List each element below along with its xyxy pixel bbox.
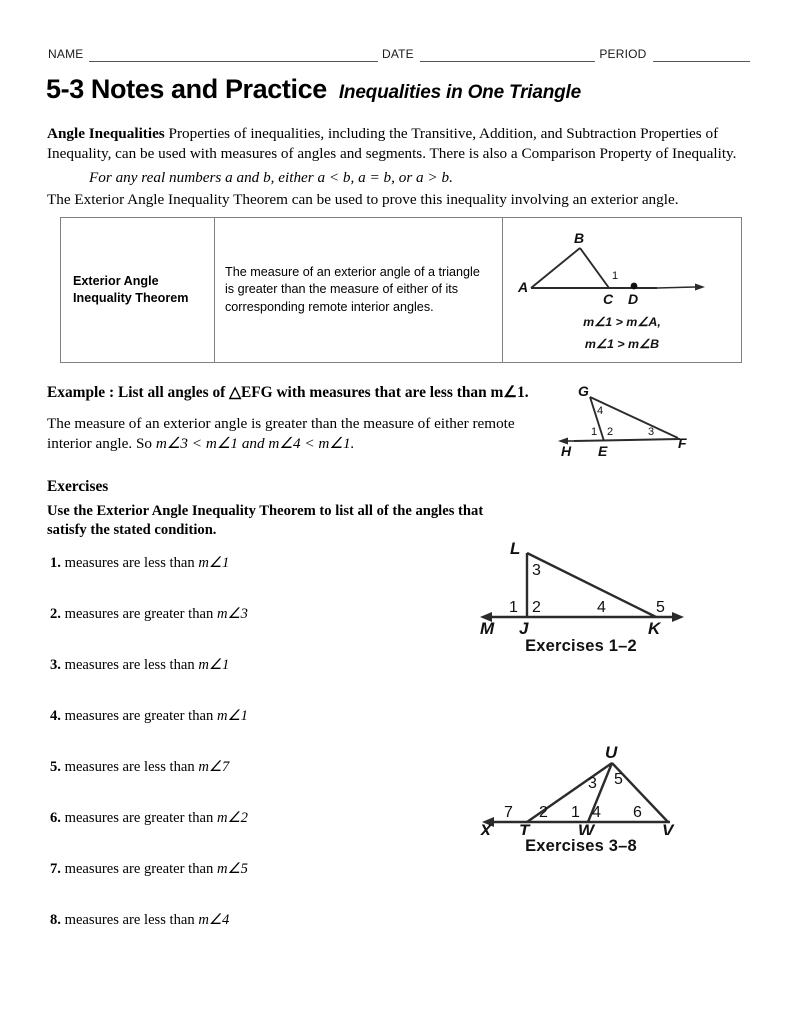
exercise-math: m∠7 — [198, 759, 230, 775]
svg-text:1: 1 — [509, 599, 518, 616]
svg-text:7: 7 — [504, 804, 513, 821]
svg-text:2: 2 — [607, 426, 614, 438]
exercise-text: measures are greater than — [60, 810, 217, 826]
comparison-property-line — [47, 168, 747, 188]
exercise-number: 3. — [50, 657, 61, 673]
page-title-main: 5-3 Notes and Practice — [46, 74, 327, 104]
theorem-relation-2: m∠1 > m∠B — [584, 337, 660, 351]
svg-text:L: L — [510, 540, 521, 558]
exercise-item-8 — [50, 911, 380, 929]
svg-text:5: 5 — [656, 599, 665, 616]
exercise-text: measures are less than — [60, 555, 199, 571]
svg-text:3: 3 — [648, 426, 655, 438]
theorem-box — [60, 217, 742, 363]
exercise-text: measures are greater than — [60, 708, 217, 724]
svg-text:F: F — [678, 435, 687, 451]
exercise-number: 2. — [50, 606, 61, 622]
svg-text:T: T — [519, 821, 530, 835]
svg-text:B: B — [574, 230, 585, 246]
exercise-number: 1. — [50, 555, 61, 571]
example-heading-text: Example : List all angles of △EFG with measures that are less than m∠1. — [47, 384, 529, 401]
exercise-text: measures are less than — [60, 759, 199, 775]
svg-text:1: 1 — [571, 804, 580, 821]
page-title-subtitle: Inequalities in One Triangle — [338, 82, 581, 103]
theorem-statement-cell: The measure of an exterior angle of a triangle is greater than the measure of either of its corresponding remote interior angles. — [215, 218, 503, 362]
exercise-item-4 — [50, 707, 380, 725]
exercise-number: 4. — [50, 708, 61, 724]
theorem-relation-1: m∠1 > m∠A, — [583, 315, 661, 329]
svg-text:K: K — [648, 619, 661, 635]
svg-text:3: 3 — [588, 775, 597, 792]
theorem-name-cell: Exterior Angle Inequality Theorem — [61, 218, 215, 362]
svg-text:1: 1 — [591, 426, 598, 438]
example-body-text: The measure of an exterior angle is greater than the measure of either remote interior angle. So — [47, 415, 515, 453]
exercise-number: 7. — [50, 861, 61, 877]
svg-text:X: X — [480, 821, 492, 835]
svg-text:2: 2 — [539, 804, 548, 821]
svg-text:5: 5 — [614, 771, 623, 788]
angle-inequalities-lead: Angle Inequalities — [47, 125, 165, 142]
exercise-number: 6. — [50, 810, 61, 826]
triangle-efg-figure — [552, 383, 692, 459]
exercise-item-7 — [50, 860, 380, 878]
exercise-item-6 — [50, 809, 380, 827]
exercise-math: m∠2 — [216, 810, 248, 826]
exercise-text: measures are less than — [60, 912, 199, 928]
exercise-item-5 — [50, 758, 380, 776]
svg-text:4: 4 — [597, 405, 604, 417]
exercise-math: m∠1 — [216, 708, 248, 724]
exterior-angle-intro-line: The Exterior Angle Inequality Theorem can be used to prove this inequality involving an exterior angle. — [47, 191, 679, 208]
svg-text:H: H — [561, 443, 572, 459]
name-input-line[interactable] — [89, 48, 377, 62]
svg-text:W: W — [578, 821, 595, 835]
comparison-property-text: For any real numbers a and b, either a < b, a = b, or a > b. — [89, 169, 453, 186]
triangle-jkl-figure — [466, 540, 696, 656]
exercise-number: 5. — [50, 759, 61, 775]
exercise-math: m∠1 — [198, 555, 230, 571]
exercise-text: measures are greater than — [60, 861, 217, 877]
example-body-math: m∠3 < m∠1 and m∠4 < m∠1. — [155, 435, 355, 453]
svg-text:U: U — [605, 743, 618, 762]
page-title — [46, 74, 581, 105]
svg-text:6: 6 — [633, 804, 642, 821]
exercise-math: m∠1 — [198, 657, 230, 673]
svg-text:J: J — [519, 619, 529, 635]
exercise-text: measures are greater than — [60, 606, 217, 622]
svg-text:2: 2 — [532, 599, 541, 616]
svg-text:4: 4 — [597, 599, 606, 616]
exercise-math: m∠4 — [198, 912, 230, 928]
exercise-item-2 — [50, 605, 380, 623]
date-label: DATE — [381, 47, 414, 61]
angle-inequalities-body: Properties of inequalities, including the Transitive, Addition, and Subtraction Properties of Inequality, can be used with measures of angles and segments. There is also a Comparison Property of Inequality. — [47, 125, 737, 163]
exercises-directions: Use the Exterior Angle Inequality Theorem to list all of the angles that satisfy the stated condition. — [47, 503, 484, 539]
svg-text:G: G — [578, 383, 589, 399]
svg-text:M: M — [480, 619, 495, 635]
svg-text:E: E — [598, 443, 608, 459]
exercise-math: m∠3 — [216, 606, 248, 622]
svg-text:3: 3 — [532, 562, 541, 579]
exercise-math: m∠5 — [216, 861, 248, 877]
angle-inequalities-paragraph — [47, 124, 747, 165]
svg-text:V: V — [662, 821, 674, 835]
svg-text:1: 1 — [612, 270, 619, 282]
name-label: NAME — [48, 47, 84, 61]
svg-text:4: 4 — [592, 804, 601, 821]
figure-tuv-caption: Exercises 3–8 — [525, 837, 637, 855]
period-label: PERIOD — [599, 47, 647, 61]
svg-text:D: D — [628, 291, 639, 307]
figure-jkl-caption: Exercises 1–2 — [525, 637, 637, 655]
exercise-item-3 — [50, 656, 380, 674]
svg-text:C: C — [603, 291, 614, 307]
svg-text:A: A — [518, 279, 529, 295]
example-body — [47, 414, 527, 455]
date-input-line[interactable] — [420, 48, 595, 62]
example-heading — [47, 383, 529, 402]
triangle-abc-figure — [517, 226, 727, 312]
triangle-tuv-figure — [466, 740, 696, 856]
exercise-number: 8. — [50, 912, 61, 928]
theorem-figure-cell — [503, 218, 741, 362]
exercise-item-1 — [50, 554, 380, 572]
exercise-text: measures are less than — [60, 657, 199, 673]
student-info-row — [48, 44, 754, 62]
period-input-line[interactable] — [653, 48, 750, 62]
exercises-heading: Exercises — [47, 478, 109, 495]
